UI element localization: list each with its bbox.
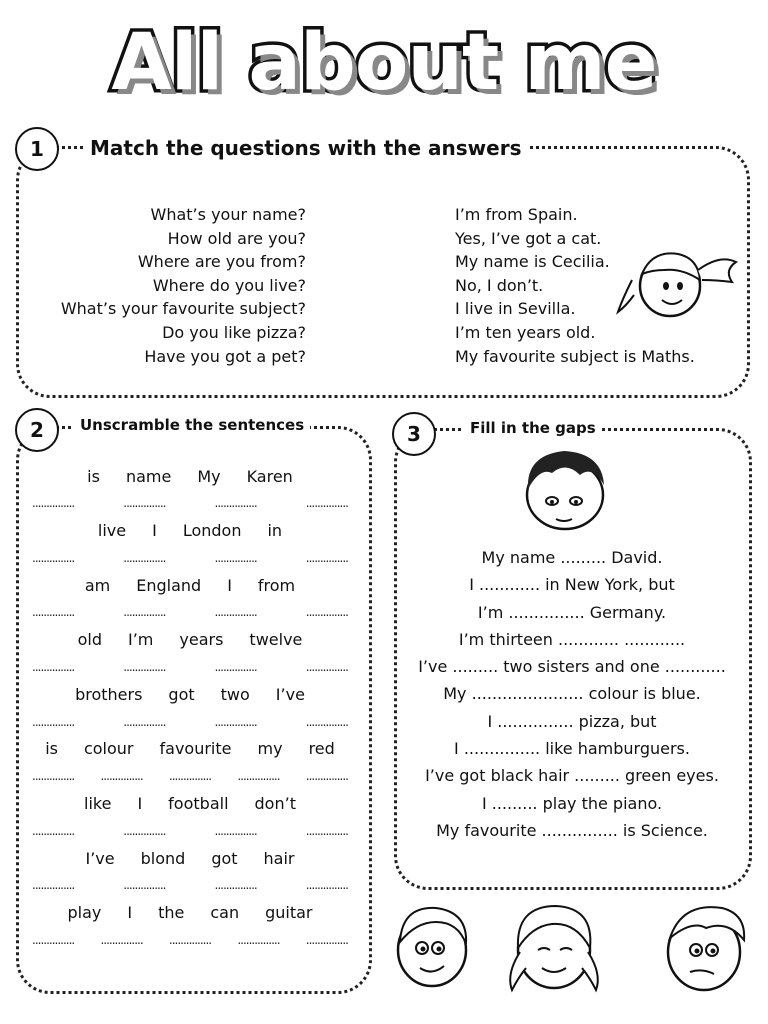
worksheet-title: All about me [111,18,657,108]
blank: ............... [305,823,348,838]
scrambled-words-row [24,680,356,708]
scrambled-word: hair [263,848,295,868]
scrambled-words-row [24,735,356,763]
answer-blank-line[interactable] [24,872,356,899]
answer-blank-line[interactable] [24,763,356,790]
scrambled-words-row [24,844,356,872]
answer-item: My favourite subject is Maths. [455,346,695,366]
kids-faces-illustration [392,898,752,998]
match-heading: Match the questions with the answers [84,136,528,160]
blank: ............... [32,933,75,948]
blank: ............... [305,550,348,565]
answer-item: My name is Cecilia. [455,252,610,272]
answer-blank-line[interactable] [24,818,356,845]
girl-face-illustration [612,240,742,320]
scrambled-word: am [84,575,111,595]
blank: ............... [237,769,280,784]
blank: ............... [123,550,166,565]
gap-line: I’m ............... Germany. [477,602,667,622]
scrambled-words-row [24,517,356,545]
blank: ............... [32,714,75,729]
blank: ............... [123,496,166,511]
blank: ............... [32,878,75,893]
scrambled-words-row [24,462,356,490]
scrambled-word: is [45,739,58,759]
scrambled-word: I [137,794,143,814]
scrambled-word: don’t [254,794,296,814]
gap-line: My ...................... colour is blue. [443,684,701,704]
gap-line: I ............... pizza, but [487,711,657,731]
scrambled-word: I [227,575,232,595]
scrambled-word: red [308,739,335,759]
answer-blank-line[interactable] [24,490,356,517]
boy-face-illustration [520,445,610,535]
scrambled-word: in [267,521,283,541]
scrambled-word: London [182,521,242,541]
blank: ............... [123,605,166,620]
scrambled-word: from [257,575,296,595]
question-item: Where do you live? [152,275,306,295]
blank: ............... [168,933,212,948]
unscramble-heading: Unscramble the sentences [74,416,310,434]
question-item: What’s your favourite subject? [60,299,306,319]
section-3-number: 3 [392,412,436,456]
scrambled-word: twelve [249,630,303,650]
blank: ............... [214,605,257,620]
scrambled-word: live [97,521,127,541]
blank: ............... [214,714,257,729]
scrambled-word: got [168,684,195,704]
blank: ............... [305,769,348,784]
scrambled-word: England [136,575,202,595]
blank: ............... [32,769,75,784]
section-1-number: 1 [15,127,59,171]
scrambled-word: colour [83,739,134,759]
scrambled-word: brothers [75,684,143,704]
gap-line: I’ve got black hair ......... green eyes. [425,766,719,786]
blank: ............... [214,550,257,565]
blank: ............... [32,550,75,565]
scrambled-words-row [24,571,356,599]
blank: ............... [305,878,348,893]
gap-line: My favourite ............... is Science. [436,820,708,840]
scrambled-words-row [24,899,356,927]
answer-blank-line[interactable] [24,599,356,626]
blank: ............... [32,605,75,620]
answer-blank-line[interactable] [24,708,356,735]
blank: ............... [123,878,166,893]
gap-line: I’ve ......... two sisters and one ............ [418,657,726,677]
scrambled-word: I [152,521,157,541]
gap-line: I ............ in New York, but [469,575,675,595]
scrambled-word: favourite [159,739,232,759]
question-item: Where are you from? [137,252,306,272]
scrambled-word: two [220,684,250,704]
question-item: How old are you? [167,228,306,248]
answer-item: Yes, I’ve got a cat. [455,228,602,248]
blank: ............... [214,823,257,838]
scrambled-word: years [179,630,224,650]
gap-line: I’m thirteen ............ ............ [458,629,686,649]
scrambled-word: my [257,739,283,759]
fill-gaps-list [402,544,742,844]
scrambled-word: old [77,630,102,650]
answer-item: No, I don’t. [455,275,544,295]
blank: ............... [305,714,348,729]
blank: ............... [32,496,75,511]
question-item: What’s your name? [150,205,306,224]
answer-item: I’m from Spain. [455,205,578,224]
gap-line: I ......... play the piano. [481,793,663,813]
blank: ............... [123,823,166,838]
blank: ............... [32,660,75,675]
blank: ............... [123,660,166,675]
scrambled-word: I’ve [85,848,115,868]
scrambled-word: Karen [246,466,293,486]
blank: ............... [214,660,257,675]
unscramble-list [24,462,356,953]
answer-item: I’m ten years old. [455,322,596,342]
blank: ............... [305,496,348,511]
gap-line: I ............... like hamburguers. [454,739,690,759]
scrambled-word: My [197,466,221,486]
scrambled-word: play [67,903,102,923]
gap-line: My name ......... David. [481,548,663,567]
answer-item: I live in Sevilla. [455,299,576,319]
scrambled-word: got [211,848,238,868]
question-item: Do you like pizza? [162,322,306,342]
scrambled-word: I’m [128,630,154,650]
gaps-heading: Fill in the gaps [464,419,602,437]
blank: ............... [123,714,166,729]
scrambled-word: I’ve [275,684,305,704]
scrambled-word: is [87,466,100,486]
blank: ............... [305,660,348,675]
section-2-number: 2 [15,408,59,452]
scrambled-word: like [84,794,112,814]
scrambled-word: guitar [265,903,313,923]
blank: ............... [100,769,143,784]
scrambled-word: football [168,794,229,814]
blank: ............... [305,605,348,620]
question-item: Have you got a pet? [144,346,306,366]
answer-blank-line[interactable] [24,654,356,681]
blank: ............... [237,933,280,948]
scrambled-word: I [127,903,133,923]
scrambled-word: the [158,903,185,923]
scrambled-word: blond [140,848,186,868]
answer-blank-line[interactable] [24,927,356,954]
scrambled-words-row [24,626,356,654]
scrambled-words-row [24,790,356,818]
blank: ............... [214,878,257,893]
blank: ............... [305,933,348,948]
scrambled-word: name [125,466,172,486]
blank: ............... [32,823,75,838]
blank: ............... [100,933,143,948]
answer-blank-line[interactable] [24,545,356,572]
blank: ............... [214,496,257,511]
blank: ............... [168,769,212,784]
questions-list [30,203,306,368]
scrambled-word: can [210,903,240,923]
